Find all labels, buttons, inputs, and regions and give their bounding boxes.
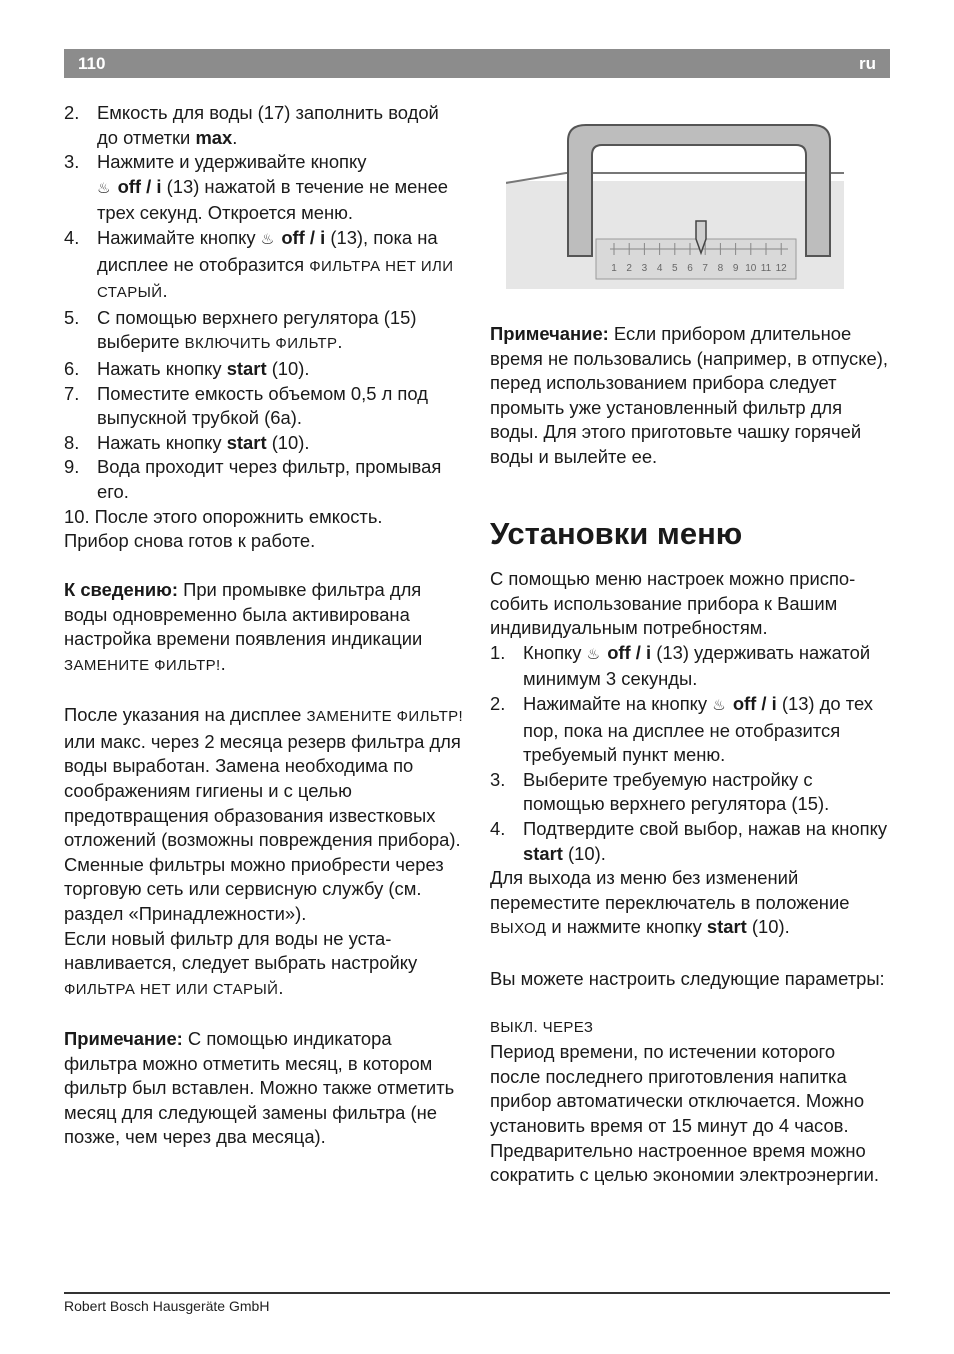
intro-paragraph: С помощью меню настроек можно приспособить использование прибора к Вашим индивидуальным потребностям. xyxy=(490,568,856,639)
scale-label: 11 xyxy=(760,263,772,274)
note-paragraph: Примечание: С помощью индикатора фильтра можно отметить месяц, в котором фильтр был вставлен. Можно также отметить месяц для следующей замены фильтра (не позже, чем через два месяца). xyxy=(64,1027,455,1148)
footer-divider xyxy=(64,1292,890,1294)
list-item: 7. Поместите емкость объемом 0,5 л под выпускной трубкой (6a). xyxy=(64,382,428,429)
scale-label: 3 xyxy=(641,263,648,274)
param-title: ВЫКЛ. ЧЕРЕЗ xyxy=(490,1018,594,1036)
coffee-bean-icon: ♨ xyxy=(712,696,726,714)
scale-label: 1 xyxy=(611,263,617,274)
list-item: 8. Нажать кнопку start (10). xyxy=(64,431,310,453)
right-steps-list xyxy=(490,641,890,866)
scale-label: 4 xyxy=(656,263,663,274)
coffee-bean-icon: ♨ xyxy=(586,645,601,663)
list-item: 3. Выберите требуемую настройку с помощью верхнего регулятора (15). xyxy=(490,768,830,815)
right-note-paragraph: Примечание: Если прибором длительное время не пользовались (например, в отпуске), перед использованием прибора следует промыть уже установленный фильтр для воды. Для этого приготовьте чашку горячей воды и вылейте ее. xyxy=(490,323,888,467)
scale-label: 9 xyxy=(732,263,739,274)
exit-paragraph: Для выхода из меню без изменений переместите переключатель в положение ВЫХОД и нажмите кнопку start (10). xyxy=(490,867,850,938)
param-description: Период времени, по истечении которого после последнего приготовления напитка прибор автоматически отключается. Можно установить время от 15 минут до 4 часов. Предварительно настроенное время можно сократить с целью экономии электроэнергии. xyxy=(490,1041,879,1186)
info-paragraph: К сведению: При промывке фильтра для воды одновременно была активирована настройка времени появления индикации ЗАМЕНИТЕ ФИЛЬТР!. xyxy=(64,579,423,675)
list-item: 4. Подтвердите свой выбор, нажав на кнопку start (10). xyxy=(490,817,888,864)
list-item: 5. С помощью верхнего регулятора (15) выберите ВКЛЮЧИТЬ ФИЛЬТР. xyxy=(64,306,417,353)
scale-label: 12 xyxy=(775,263,787,274)
section-title: Установки меню xyxy=(490,516,743,551)
list-item: 10. После этого опорожнить емкость. xyxy=(64,505,383,527)
left-steps-list xyxy=(64,101,464,529)
ready-text: Прибор снова готов к работе. xyxy=(64,530,316,552)
header-bar xyxy=(64,49,890,78)
scale-label: 2 xyxy=(626,263,632,274)
right-column-body xyxy=(490,567,890,1188)
list-item: 2. Нажимайте на кнопку ♨ off / i (13) до тех пор, пока на дисплее не отобразится требуемый пункт меню. xyxy=(490,692,873,766)
coffee-bean-icon: ♨ xyxy=(97,179,111,197)
coffee-bean-icon: ♨ xyxy=(260,230,275,248)
params-paragraph: Вы можете настроить следующие параметры: xyxy=(490,967,885,989)
list-item: 9. Вода проходит через фильтр, промывая его. xyxy=(64,456,442,502)
language-code: ru xyxy=(859,53,876,73)
scale-label: 7 xyxy=(702,263,708,274)
left-column xyxy=(64,101,464,1150)
scale-label: 6 xyxy=(687,263,693,274)
list-item: 3. Нажмите и удерживайте кнопку ♨ off / i (13) нажатой в течение не менее трех секунд. Откроется меню. xyxy=(64,151,449,224)
list-item: 1. Кнопку ♨ off / i (13) удерживать нажатой минимум 3 секунды. xyxy=(490,641,871,690)
scale-label: 8 xyxy=(717,263,724,274)
filter-indicator-illustration xyxy=(506,121,844,289)
page-number: 110 xyxy=(78,53,106,73)
list-item: 4. Нажимайте кнопку ♨ off / i (13), пока на дисплее не отобразится ФИЛЬТРА НЕТ ИЛИ СТАРЫЙ. xyxy=(64,226,454,302)
list-item: 2. Емкость для воды (17) заполнить водой до отметки max. xyxy=(64,102,439,148)
scale-label: 5 xyxy=(672,263,678,274)
purchase-paragraph: Сменные фильтры можно приобрести через торговую сеть или сервисную службу (см. раздел «Принадлежности»). xyxy=(64,853,444,924)
footer-company: Robert Bosch Hausgeräte GmbH xyxy=(64,1298,270,1314)
no-filter-paragraph: Если новый фильтр для воды не устанавливается, следует выбрать настройку ФИЛЬТРА НЕТ ИЛИ СТАРЫЙ. xyxy=(64,927,418,998)
replace-paragraph: После указания на дисплее ЗАМЕНИТЕ ФИЛЬТР! или макс. через 2 месяца резерв фильтра для воды выработан. Замена необходима по соображениям гигиены и с целью предотвращения образования известковых отложений (возможны повреждения прибора). xyxy=(64,704,464,851)
list-item: 6. Нажать кнопку start (10). xyxy=(64,357,310,379)
scale-label: 10 xyxy=(745,263,757,274)
